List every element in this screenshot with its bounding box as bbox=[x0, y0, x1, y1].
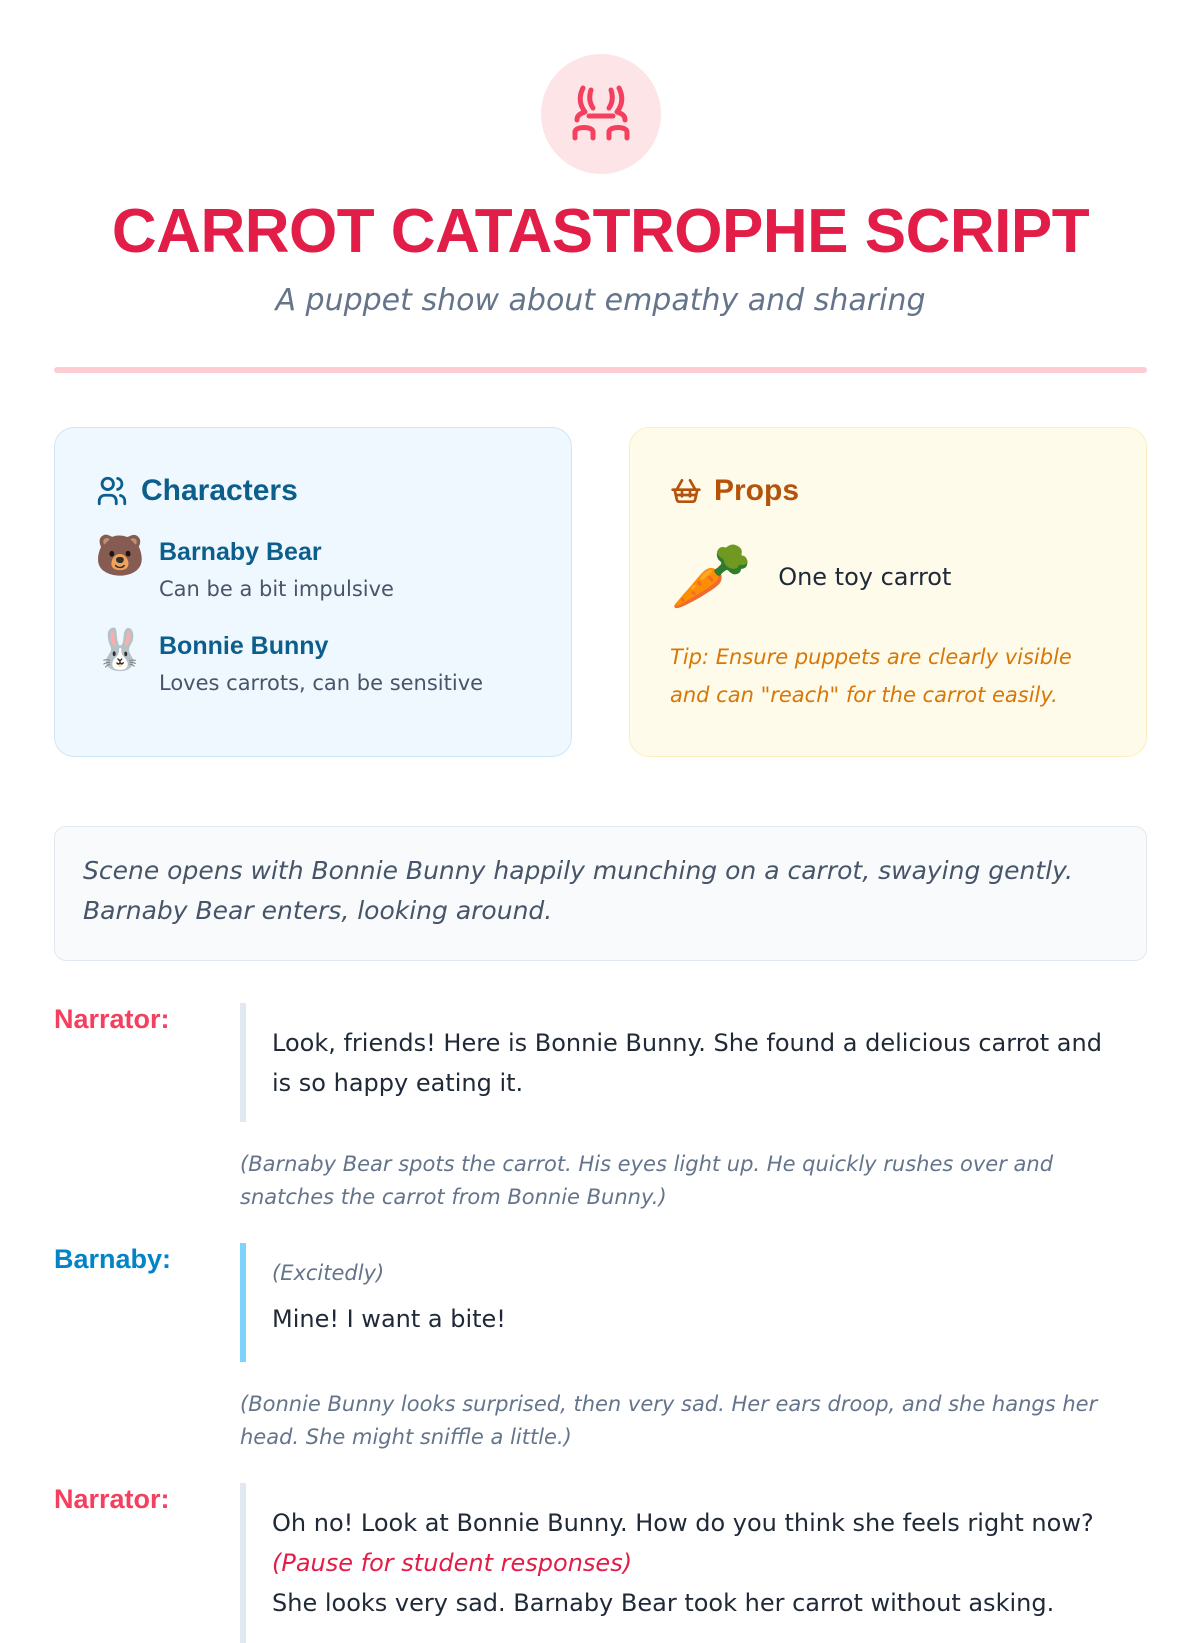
users-icon bbox=[95, 474, 129, 508]
carrot-icon: 🥕 bbox=[670, 538, 753, 615]
props-tip: Tip: Ensure puppets are clearly visible and can "reach" for the carrot easily. bbox=[670, 645, 1072, 707]
character-name: Bonnie Bunny bbox=[159, 632, 329, 660]
bear-icon: 🐻 bbox=[95, 533, 145, 579]
pause-note: (Pause for student responses) bbox=[272, 1549, 633, 1577]
scene-opening: Scene opens with Bonnie Bunny happily munching on a carrot, swaying gently. Barnaby Bear enters, looking around. bbox=[54, 826, 1147, 961]
characters-heading bbox=[95, 474, 298, 508]
page-title: CARROT CATASTROPHE SCRIPT bbox=[111, 197, 1090, 266]
page-subtitle: A puppet show about empathy and sharing bbox=[275, 283, 926, 318]
characters-heading-label: Characters bbox=[141, 474, 298, 507]
dialogue-line bbox=[240, 1243, 1120, 1362]
dialogue-text: She looks very sad. Barnaby Bear took her carrot without asking. bbox=[272, 1589, 1055, 1617]
character-item bbox=[95, 628, 483, 695]
header-divider bbox=[54, 367, 1147, 373]
dialogue-line bbox=[240, 1003, 1120, 1122]
prop-name: One toy carrot bbox=[778, 563, 952, 591]
delivery-note: (Excitedly) bbox=[272, 1261, 385, 1285]
character-item bbox=[95, 534, 394, 601]
prop-item bbox=[670, 540, 951, 614]
basket-icon bbox=[670, 475, 702, 507]
dialogue-text: Look, friends! Here is Bonnie Bunny. She found a delicious carrot and is so happy eating it. bbox=[272, 1029, 1102, 1097]
dialogue-text: Oh no! Look at Bonnie Bunny. How do you think she feels right now? bbox=[272, 1509, 1094, 1537]
characters-card bbox=[54, 427, 572, 757]
character-description: Loves carrots, can be sensitive bbox=[159, 671, 484, 695]
props-card bbox=[629, 427, 1147, 757]
character-name: Barnaby Bear bbox=[159, 538, 322, 566]
props-heading bbox=[670, 474, 799, 508]
speaker-label: Narrator: bbox=[54, 1004, 170, 1034]
stage-direction: (Barnaby Bear spots the carrot. His eyes light up. He quickly rushes over and snatches the carrot from Bonnie Bunny.) bbox=[240, 1152, 1054, 1209]
speaker-label: Narrator: bbox=[54, 1484, 170, 1514]
theater-logo bbox=[541, 54, 661, 174]
stage-direction: (Bonnie Bunny looks surprised, then very sad. Her ears droop, and she hangs her head. She might sniffle a little.) bbox=[240, 1392, 1098, 1449]
speaker-label: Barnaby: bbox=[54, 1244, 172, 1274]
props-heading-label: Props bbox=[714, 474, 800, 507]
dialogue-line bbox=[240, 1483, 1120, 1643]
dialogue-text: Mine! I want a bite! bbox=[272, 1305, 506, 1333]
character-description: Can be a bit impulsive bbox=[159, 577, 394, 601]
theater-masks-icon bbox=[569, 82, 633, 146]
bunny-icon: 🐰 bbox=[95, 627, 145, 673]
